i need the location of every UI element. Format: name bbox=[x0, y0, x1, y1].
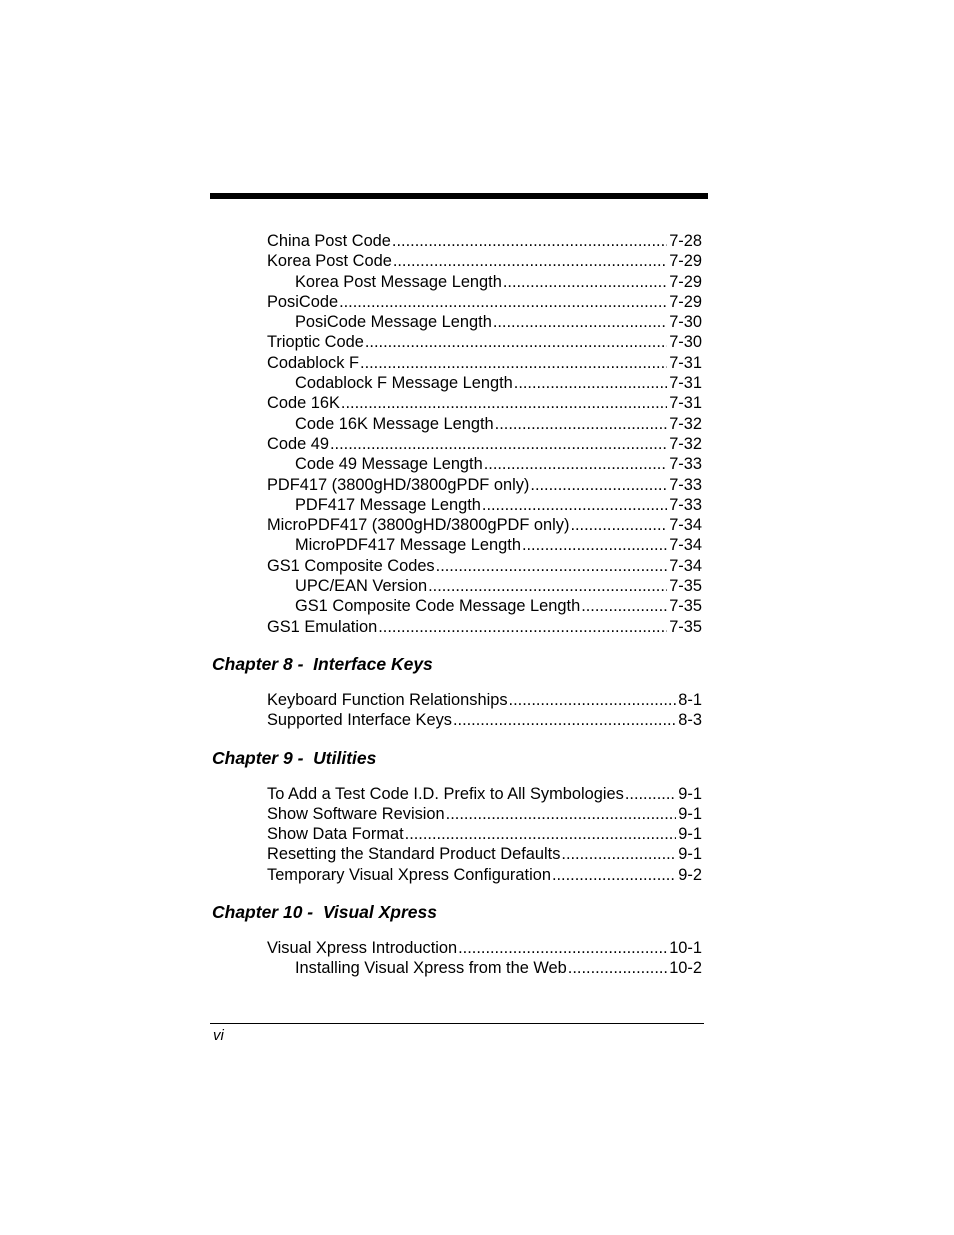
toc-entry-label: GS1 Composite Code Message Length bbox=[295, 597, 581, 616]
toc-entry-label: Codablock F bbox=[267, 353, 360, 372]
dot-leader bbox=[339, 292, 667, 312]
toc-entry-label: PDF417 Message Length bbox=[295, 495, 481, 514]
toc-entry[interactable] bbox=[210, 710, 702, 730]
toc-entry-page: 9-2 bbox=[678, 865, 702, 884]
toc-entry-label: MicroPDF417 Message Length bbox=[295, 536, 521, 555]
toc-entry-page: 7-30 bbox=[669, 313, 702, 332]
toc-entry[interactable] bbox=[210, 617, 702, 637]
toc-entry-page: 7-33 bbox=[669, 455, 702, 474]
dot-leader bbox=[446, 804, 677, 824]
dot-leader bbox=[392, 231, 667, 251]
toc-entry[interactable] bbox=[210, 393, 702, 413]
toc-entry-label: Code 16K Message Length bbox=[295, 414, 494, 433]
dot-leader bbox=[482, 495, 667, 515]
dot-leader bbox=[522, 535, 667, 555]
toc-entry-page: 9-1 bbox=[678, 804, 702, 823]
toc-entry[interactable] bbox=[210, 690, 702, 710]
dot-leader bbox=[458, 938, 667, 958]
dot-leader bbox=[436, 556, 668, 576]
toc-entry-label: Visual Xpress Introduction bbox=[267, 939, 458, 958]
toc-subentry[interactable] bbox=[210, 576, 702, 596]
dot-leader bbox=[625, 784, 676, 804]
toc-entry-label: PosiCode Message Length bbox=[295, 313, 492, 332]
dot-leader bbox=[514, 373, 667, 393]
toc-entry-label: Code 49 bbox=[267, 434, 329, 453]
toc-entry[interactable] bbox=[210, 556, 702, 576]
toc-entry[interactable] bbox=[210, 824, 702, 844]
toc-entry-label: Code 16K bbox=[267, 394, 340, 413]
table-of-contents bbox=[210, 231, 702, 979]
toc-entry[interactable] bbox=[210, 353, 702, 373]
dot-leader bbox=[495, 414, 668, 434]
toc-entry-page: 8-1 bbox=[678, 690, 702, 709]
toc-entry-label: Korea Post Code bbox=[267, 252, 392, 271]
toc-entry-label: Resetting the Standard Product Defaults bbox=[267, 845, 561, 864]
toc-subentry[interactable] bbox=[210, 312, 702, 332]
toc-entry[interactable] bbox=[210, 434, 702, 454]
chapter-heading bbox=[210, 653, 702, 675]
toc-entry-label: Show Software Revision bbox=[267, 804, 445, 823]
chapter-title: Visual Xpress bbox=[322, 902, 438, 923]
toc-entry-page: 7-33 bbox=[669, 475, 702, 494]
toc-entry[interactable] bbox=[210, 938, 702, 958]
footer-rule bbox=[210, 1023, 704, 1024]
dot-leader bbox=[365, 332, 667, 352]
toc-entry[interactable] bbox=[210, 231, 702, 251]
toc-subentry[interactable] bbox=[210, 495, 702, 515]
toc-entry-page: 7-32 bbox=[669, 414, 702, 433]
toc-entry-page: 8-3 bbox=[678, 711, 702, 730]
toc-entry-page: 7-34 bbox=[669, 516, 702, 535]
toc-entry-label: Supported Interface Keys bbox=[267, 711, 452, 730]
dot-leader bbox=[428, 576, 667, 596]
toc-entry-label: GS1 Emulation bbox=[267, 617, 378, 636]
toc-entry-label: Code 49 Message Length bbox=[295, 455, 483, 474]
toc-entry-page: 10-2 bbox=[669, 959, 702, 978]
toc-entry-label: UPC/EAN Version bbox=[295, 577, 428, 596]
toc-entry-page: 9-1 bbox=[678, 825, 702, 844]
toc-entry-label: PosiCode bbox=[267, 292, 339, 311]
toc-entry-label: MicroPDF417 (3800gHD/3800gPDF only) bbox=[267, 516, 570, 535]
toc-entry-label: GS1 Composite Codes bbox=[267, 556, 435, 575]
page-number: vi bbox=[213, 1027, 224, 1044]
toc-entry[interactable] bbox=[210, 515, 702, 535]
toc-subentry[interactable] bbox=[210, 272, 702, 292]
toc-entry[interactable] bbox=[210, 804, 702, 824]
chapter-title: Utilities bbox=[313, 747, 377, 768]
toc-subentry[interactable] bbox=[210, 958, 702, 978]
dot-leader bbox=[405, 824, 677, 844]
toc-entry[interactable] bbox=[210, 251, 702, 271]
dot-leader bbox=[330, 434, 667, 454]
chapter-number: Chapter 8 - bbox=[212, 653, 304, 674]
toc-entry-label: Keyboard Function Relationships bbox=[267, 690, 508, 709]
toc-entry-label: Codablock F Message Length bbox=[295, 374, 513, 393]
toc-entry-page: 7-35 bbox=[669, 577, 702, 596]
toc-subentry[interactable] bbox=[210, 535, 702, 555]
dot-leader bbox=[360, 353, 667, 373]
toc-entry[interactable] bbox=[210, 292, 702, 312]
toc-entry-label: To Add a Test Code I.D. Prefix to All Symbologies bbox=[267, 784, 624, 803]
toc-entry-page: 9-1 bbox=[678, 784, 702, 803]
toc-entry[interactable] bbox=[210, 332, 702, 352]
dot-leader bbox=[552, 865, 676, 885]
chapter-number: Chapter 9 - bbox=[212, 747, 304, 768]
toc-entry-page: 7-33 bbox=[669, 495, 702, 514]
dot-leader bbox=[453, 710, 676, 730]
dot-leader bbox=[378, 617, 667, 637]
toc-entry-page: 7-31 bbox=[669, 353, 702, 372]
toc-entry-label: Korea Post Message Length bbox=[295, 272, 502, 291]
toc-entry[interactable] bbox=[210, 844, 702, 864]
toc-entry-page: 7-35 bbox=[669, 617, 702, 636]
dot-leader bbox=[393, 251, 667, 271]
dot-leader bbox=[530, 475, 667, 495]
toc-entry-label: Installing Visual Xpress from the Web bbox=[295, 959, 567, 978]
dot-leader bbox=[484, 454, 667, 474]
toc-entry-page: 7-29 bbox=[669, 252, 702, 271]
dot-leader bbox=[503, 272, 667, 292]
toc-entry[interactable] bbox=[210, 784, 702, 804]
toc-subentry[interactable] bbox=[210, 414, 702, 434]
toc-entry-page: 7-31 bbox=[669, 394, 702, 413]
chapter-heading bbox=[210, 901, 702, 923]
toc-entry-page: 10-1 bbox=[669, 939, 702, 958]
chapter-title: Interface Keys bbox=[313, 653, 433, 674]
toc-entry-page: 7-29 bbox=[669, 292, 702, 311]
toc-entry[interactable] bbox=[210, 475, 702, 495]
toc-entry-label: Show Data Format bbox=[267, 825, 404, 844]
toc-entry-label: Temporary Visual Xpress Configuration bbox=[267, 865, 551, 884]
toc-entry[interactable] bbox=[210, 865, 702, 885]
toc-entry-label: China Post Code bbox=[267, 232, 391, 250]
toc-entry-label: Trioptic Code bbox=[267, 333, 364, 352]
toc-entry-page: 9-1 bbox=[678, 845, 702, 864]
chapter-heading bbox=[210, 747, 702, 769]
toc-subentry[interactable] bbox=[210, 596, 702, 616]
dot-leader bbox=[341, 393, 667, 413]
toc-entry-page: 7-28 bbox=[669, 232, 702, 250]
chapter-number: Chapter 10 - bbox=[212, 902, 314, 923]
toc-entry-label: PDF417 (3800gHD/3800gPDF only) bbox=[267, 475, 530, 494]
dot-leader bbox=[493, 312, 667, 332]
toc-entry-page: 7-29 bbox=[669, 272, 702, 291]
toc-entry-page: 7-32 bbox=[669, 434, 702, 453]
toc-entry-page: 7-31 bbox=[669, 374, 702, 393]
toc-subentry[interactable] bbox=[210, 373, 702, 393]
dot-leader bbox=[561, 844, 676, 864]
dot-leader bbox=[581, 596, 667, 616]
dot-leader bbox=[568, 958, 667, 978]
toc-entry-page: 7-34 bbox=[669, 536, 702, 555]
dot-leader bbox=[570, 515, 667, 535]
header-rule bbox=[210, 193, 708, 199]
toc-entry-page: 7-30 bbox=[669, 333, 702, 352]
dot-leader bbox=[509, 690, 677, 710]
toc-entry-page: 7-34 bbox=[669, 556, 702, 575]
toc-subentry[interactable] bbox=[210, 454, 702, 474]
toc-entry-page: 7-35 bbox=[669, 597, 702, 616]
